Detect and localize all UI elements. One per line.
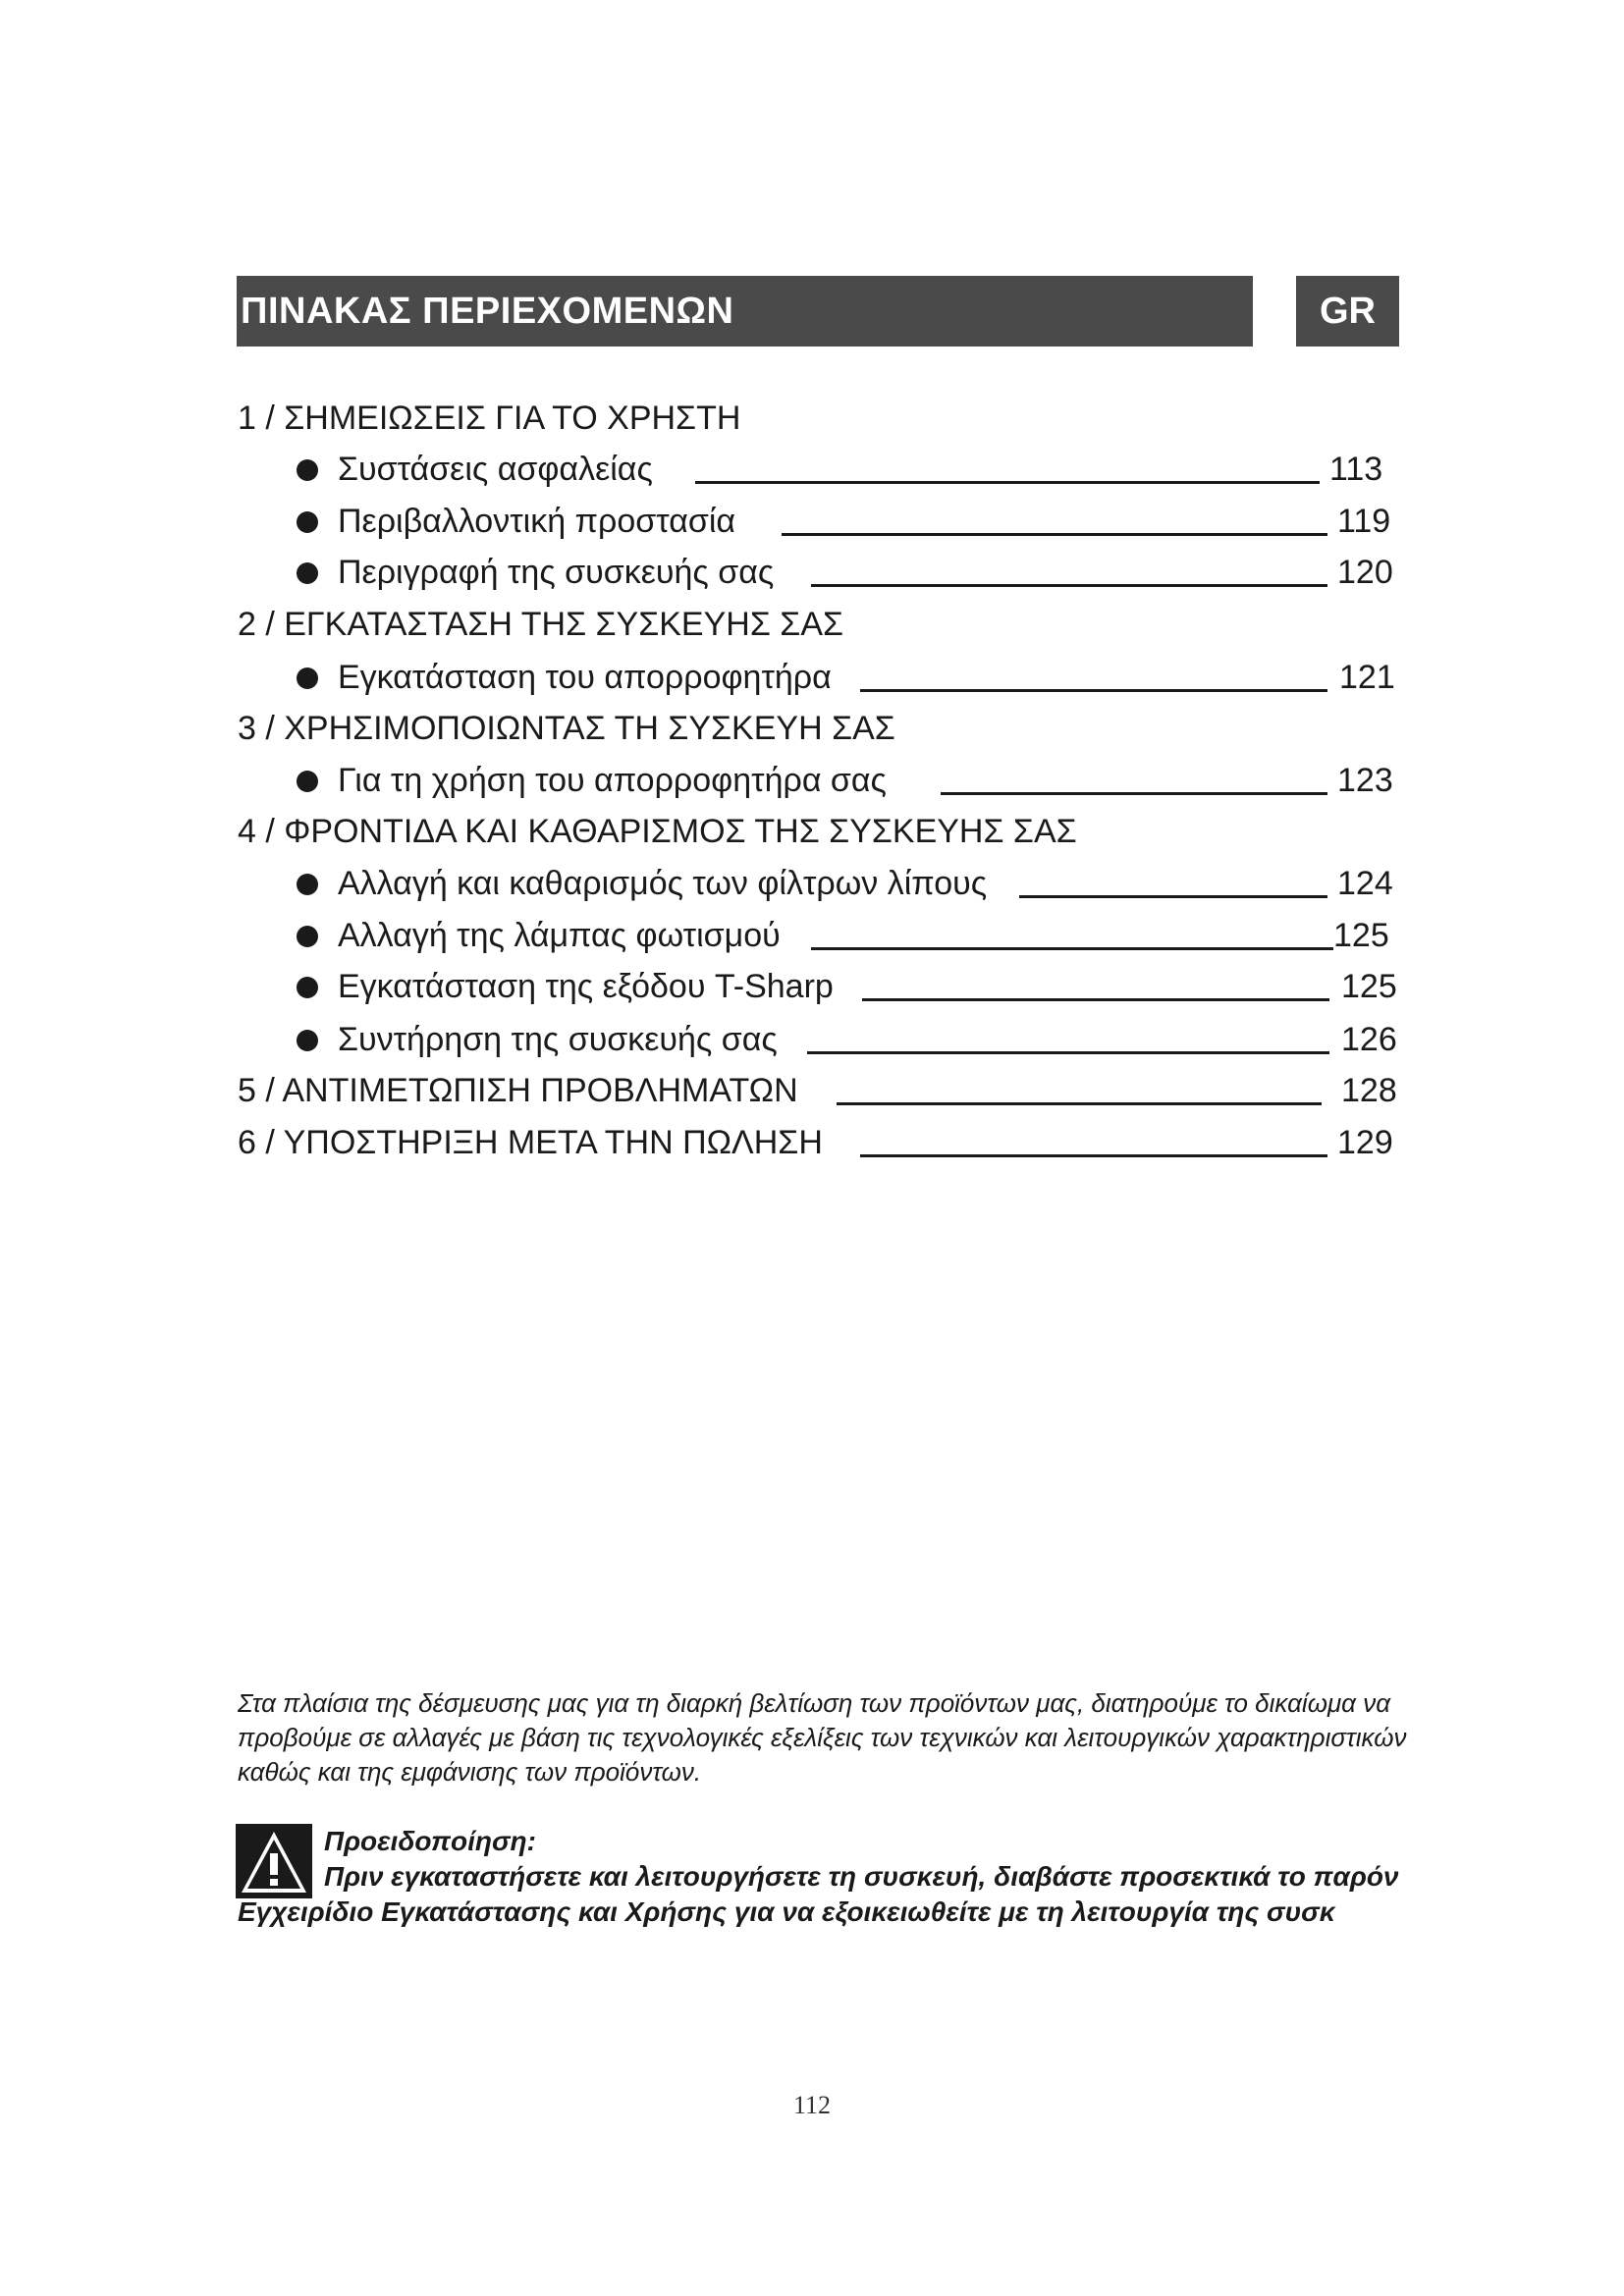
leader-line	[862, 998, 1329, 1001]
leader-line	[860, 1154, 1327, 1157]
toc-page-number: 113	[1329, 451, 1383, 488]
page-title: ΠΙΝΑΚΑΣ ΠΕΡΙΕΧΟΜΕΝΩΝ	[237, 276, 1253, 347]
leader-line	[860, 689, 1327, 692]
bullet-icon	[297, 667, 318, 689]
leader-line	[1019, 895, 1327, 898]
toc-item: Εγκατάσταση της εξόδου T-Sharp	[338, 968, 834, 1005]
toc-item: Περιγραφή της συσκευής σας	[338, 554, 775, 591]
toc-item: Συστάσεις ασφαλείας	[338, 451, 653, 488]
toc-item: Συντήρηση της συσκευής σας	[338, 1021, 778, 1058]
toc-page-number: 128	[1341, 1072, 1397, 1109]
toc-item: Αλλαγή και καθαρισμός των φίλτρων λίπους	[338, 865, 988, 902]
toc-section-6: 6 / ΥΠΟΣΤΗΡΙΞΗ ΜΕΤΑ ΤΗΝ ΠΩΛΗΣΗ	[238, 1124, 823, 1161]
toc-page-number: 126	[1341, 1021, 1397, 1058]
toc-section-3: 3 / ΧΡΗΣΙΜΟΠΟΙΩΝΤΑΣ ΤΗ ΣΥΣΚΕΥΗ ΣΑΣ	[238, 710, 895, 747]
leader-line	[782, 533, 1327, 536]
leader-line	[941, 792, 1327, 795]
bullet-icon	[297, 1030, 318, 1051]
bullet-icon	[297, 926, 318, 947]
bullet-icon	[297, 771, 318, 792]
leader-line	[811, 947, 1333, 950]
toc-item: Αλλαγή της λάμπας φωτισμού	[338, 917, 781, 954]
page-number: 112	[792, 2091, 832, 2119]
bullet-icon	[297, 511, 318, 533]
leader-line	[837, 1102, 1322, 1105]
toc-item: Περιβαλλοντική προστασία	[338, 503, 736, 540]
toc-page-number: 123	[1337, 762, 1393, 799]
toc-page-number: 129	[1337, 1124, 1393, 1161]
language-badge: GR	[1296, 276, 1399, 347]
toc-item: Για τη χρήση του απορροφητήρα σας	[338, 762, 887, 799]
warning-body: Πριν εγκαταστήσετε και λειτουργήσετε τη συσκευή, διαβάστε προσεκτικά το παρόν Εγχειρίδιο Εγκατάστασης και Χρήσης για να εξοικειωθείτε με τη λειτουργία της συσκ	[238, 1861, 1399, 1927]
toc-section-1: 1 / ΣΗΜΕΙΩΣΕΙΣ ΓΙΑ ΤΟ ΧΡΗΣΤΗ	[238, 400, 741, 437]
toc-page-number: 125	[1333, 917, 1389, 954]
bullet-icon	[297, 562, 318, 584]
leader-line	[811, 584, 1327, 587]
toc-section-2: 2 / ΕΓΚΑΤΑΣΤΑΣΗ ΤΗΣ ΣΥΣΚΕΥΗΣ ΣΑΣ	[238, 606, 844, 643]
toc-page-number: 124	[1337, 865, 1393, 902]
leader-line	[695, 481, 1320, 484]
improvement-notice: Στα πλαίσια της δέσμευσης μας για τη διαρκή βελτίωση των προϊόντων μας, διατηρούμε το δικαίωμα να προβούμε σε αλλαγές με βάση τις τεχνολογικές εξελίξεις των τεχνικών και λειτουργικών χαρακτηριστικών καθώς και της εμφάνισης των προϊόντων.	[238, 1688, 1407, 1787]
toc-page-number: 119	[1337, 503, 1391, 540]
toc-page-number: 120	[1337, 554, 1393, 591]
toc-page-number: 125	[1341, 968, 1397, 1005]
bullet-icon	[297, 874, 318, 895]
toc-item: Εγκατάσταση του απορροφητήρα	[338, 659, 832, 696]
toc-section-5: 5 / ΑΝΤΙΜΕΤΩΠΙΣΗ ΠΡΟΒΛΗΜΑΤΩΝ	[238, 1072, 798, 1109]
warning-title: Προειδοποίηση:	[324, 1826, 536, 1856]
bullet-icon	[297, 977, 318, 998]
toc-section-4: 4 / ΦΡΟΝΤΙΔΑ ΚΑΙ ΚΑΘΑΡΙΣΜΟΣ ΤΗΣ ΣΥΣΚΕΥΗΣ ΣΑΣ	[238, 813, 1077, 850]
toc-page-number: 121	[1339, 659, 1395, 696]
leader-line	[807, 1051, 1329, 1054]
bullet-icon	[297, 459, 318, 481]
